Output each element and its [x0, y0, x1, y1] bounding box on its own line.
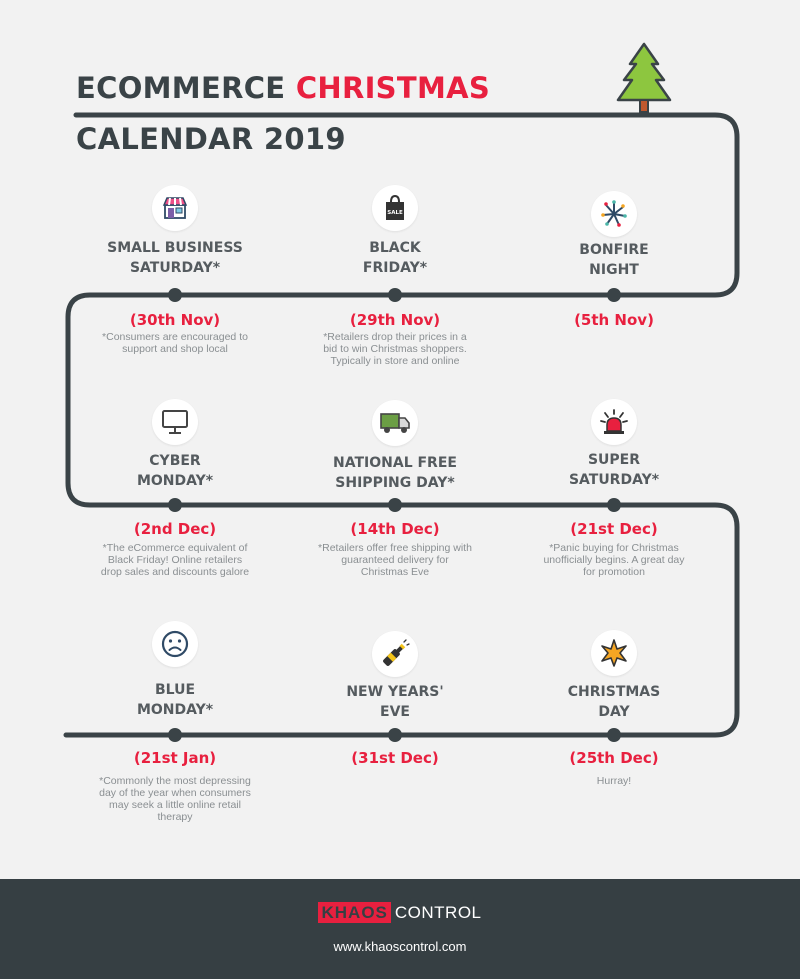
monitor-icon — [152, 399, 198, 445]
event-desc-national-free-shipping-day: *Retailers offer free shipping with guaranteed delivery for Christmas Eve — [318, 542, 472, 578]
event-name-national-free-shipping-day: NATIONAL FREE SHIPPING DAY* — [333, 455, 457, 491]
event-name-christmas-day: CHRISTMAS DAY — [567, 684, 661, 720]
event-name-black-friday: BLACK FRIDAY* — [362, 240, 428, 276]
sad-face-icon — [152, 621, 198, 667]
footer — [0, 879, 800, 979]
event-desc-cyber-monday: *The eCommerce equivalent of Black Friday! Online retailers drop sales and discounts galore — [100, 542, 250, 578]
event-name-bonfire-night: BONFIRE NIGHT — [579, 242, 649, 278]
timeline-dot-black-friday — [388, 288, 402, 302]
event-desc-super-saturday: *Panic buying for Christmas unofficially begins. A great day for promotion — [543, 542, 685, 578]
truck-icon — [372, 400, 418, 446]
sale-label: SALE — [387, 210, 403, 216]
firework-icon — [591, 191, 637, 237]
title-line-2: CALENDAR 2019 — [76, 122, 346, 156]
logo-word: CONTROL — [394, 903, 482, 922]
sale-bag-icon — [372, 185, 418, 231]
event-date-small-business-saturday: (30th Nov) — [129, 311, 221, 329]
title-christmas: CHRISTMAS — [295, 71, 491, 105]
timeline-dot-christmas-day — [607, 728, 621, 742]
event-desc-christmas-day: Hurray! — [596, 775, 632, 787]
event-date-national-free-shipping-day: (14th Dec) — [350, 520, 440, 538]
event-desc-blue-monday: *Commonly the most depressing day of the year when consumers may seek a little online retail therapy — [99, 775, 251, 823]
event-date-blue-monday: (21st Jan) — [133, 749, 217, 767]
event-date-new-years-eve: (31st Dec) — [351, 749, 439, 767]
website-link[interactable]: www.khaoscontrol.com — [333, 939, 467, 954]
title-ecommerce: ECOMMERCE — [76, 71, 286, 105]
event-name-cyber-monday: CYBER MONDAY* — [136, 453, 214, 489]
timeline-dot-blue-monday — [168, 728, 182, 742]
event-name-super-saturday: SUPER SATURDAY* — [568, 452, 660, 488]
event-date-christmas-day: (25th Dec) — [569, 749, 659, 767]
timeline-dot-national-free-shipping-day — [388, 498, 402, 512]
timeline-dot-super-saturday — [607, 498, 621, 512]
event-name-small-business-saturday: SMALL BUSINESS SATURDAY* — [107, 240, 243, 276]
event-desc-small-business-saturday: *Consumers are encouraged to support and shop local — [102, 331, 248, 355]
event-date-cyber-monday: (2nd Dec) — [133, 520, 217, 538]
timeline-dot-small-business-saturday — [168, 288, 182, 302]
champagne-icon — [372, 631, 418, 677]
timeline-dot-new-years-eve — [388, 728, 402, 742]
shop-icon — [152, 185, 198, 231]
logo-mark: KHAOS — [318, 902, 390, 923]
timeline-dot-bonfire-night — [607, 288, 621, 302]
event-name-new-years-eve: NEW YEARS' EVE — [346, 684, 444, 720]
event-name-blue-monday: BLUE MONDAY* — [136, 682, 214, 718]
khaos-control-logo[interactable] — [0, 903, 800, 923]
christmas-tree-icon — [614, 42, 674, 117]
event-date-super-saturday: (21st Dec) — [570, 520, 658, 538]
event-date-black-friday: (29th Nov) — [349, 311, 441, 329]
timeline-dot-cyber-monday — [168, 498, 182, 512]
event-date-bonfire-night: (5th Nov) — [574, 311, 654, 329]
star-icon — [591, 630, 637, 676]
event-desc-black-friday: *Retailers drop their prices in a bid to win Christmas shoppers. Typically in store and online — [323, 331, 467, 367]
siren-icon — [591, 399, 637, 445]
